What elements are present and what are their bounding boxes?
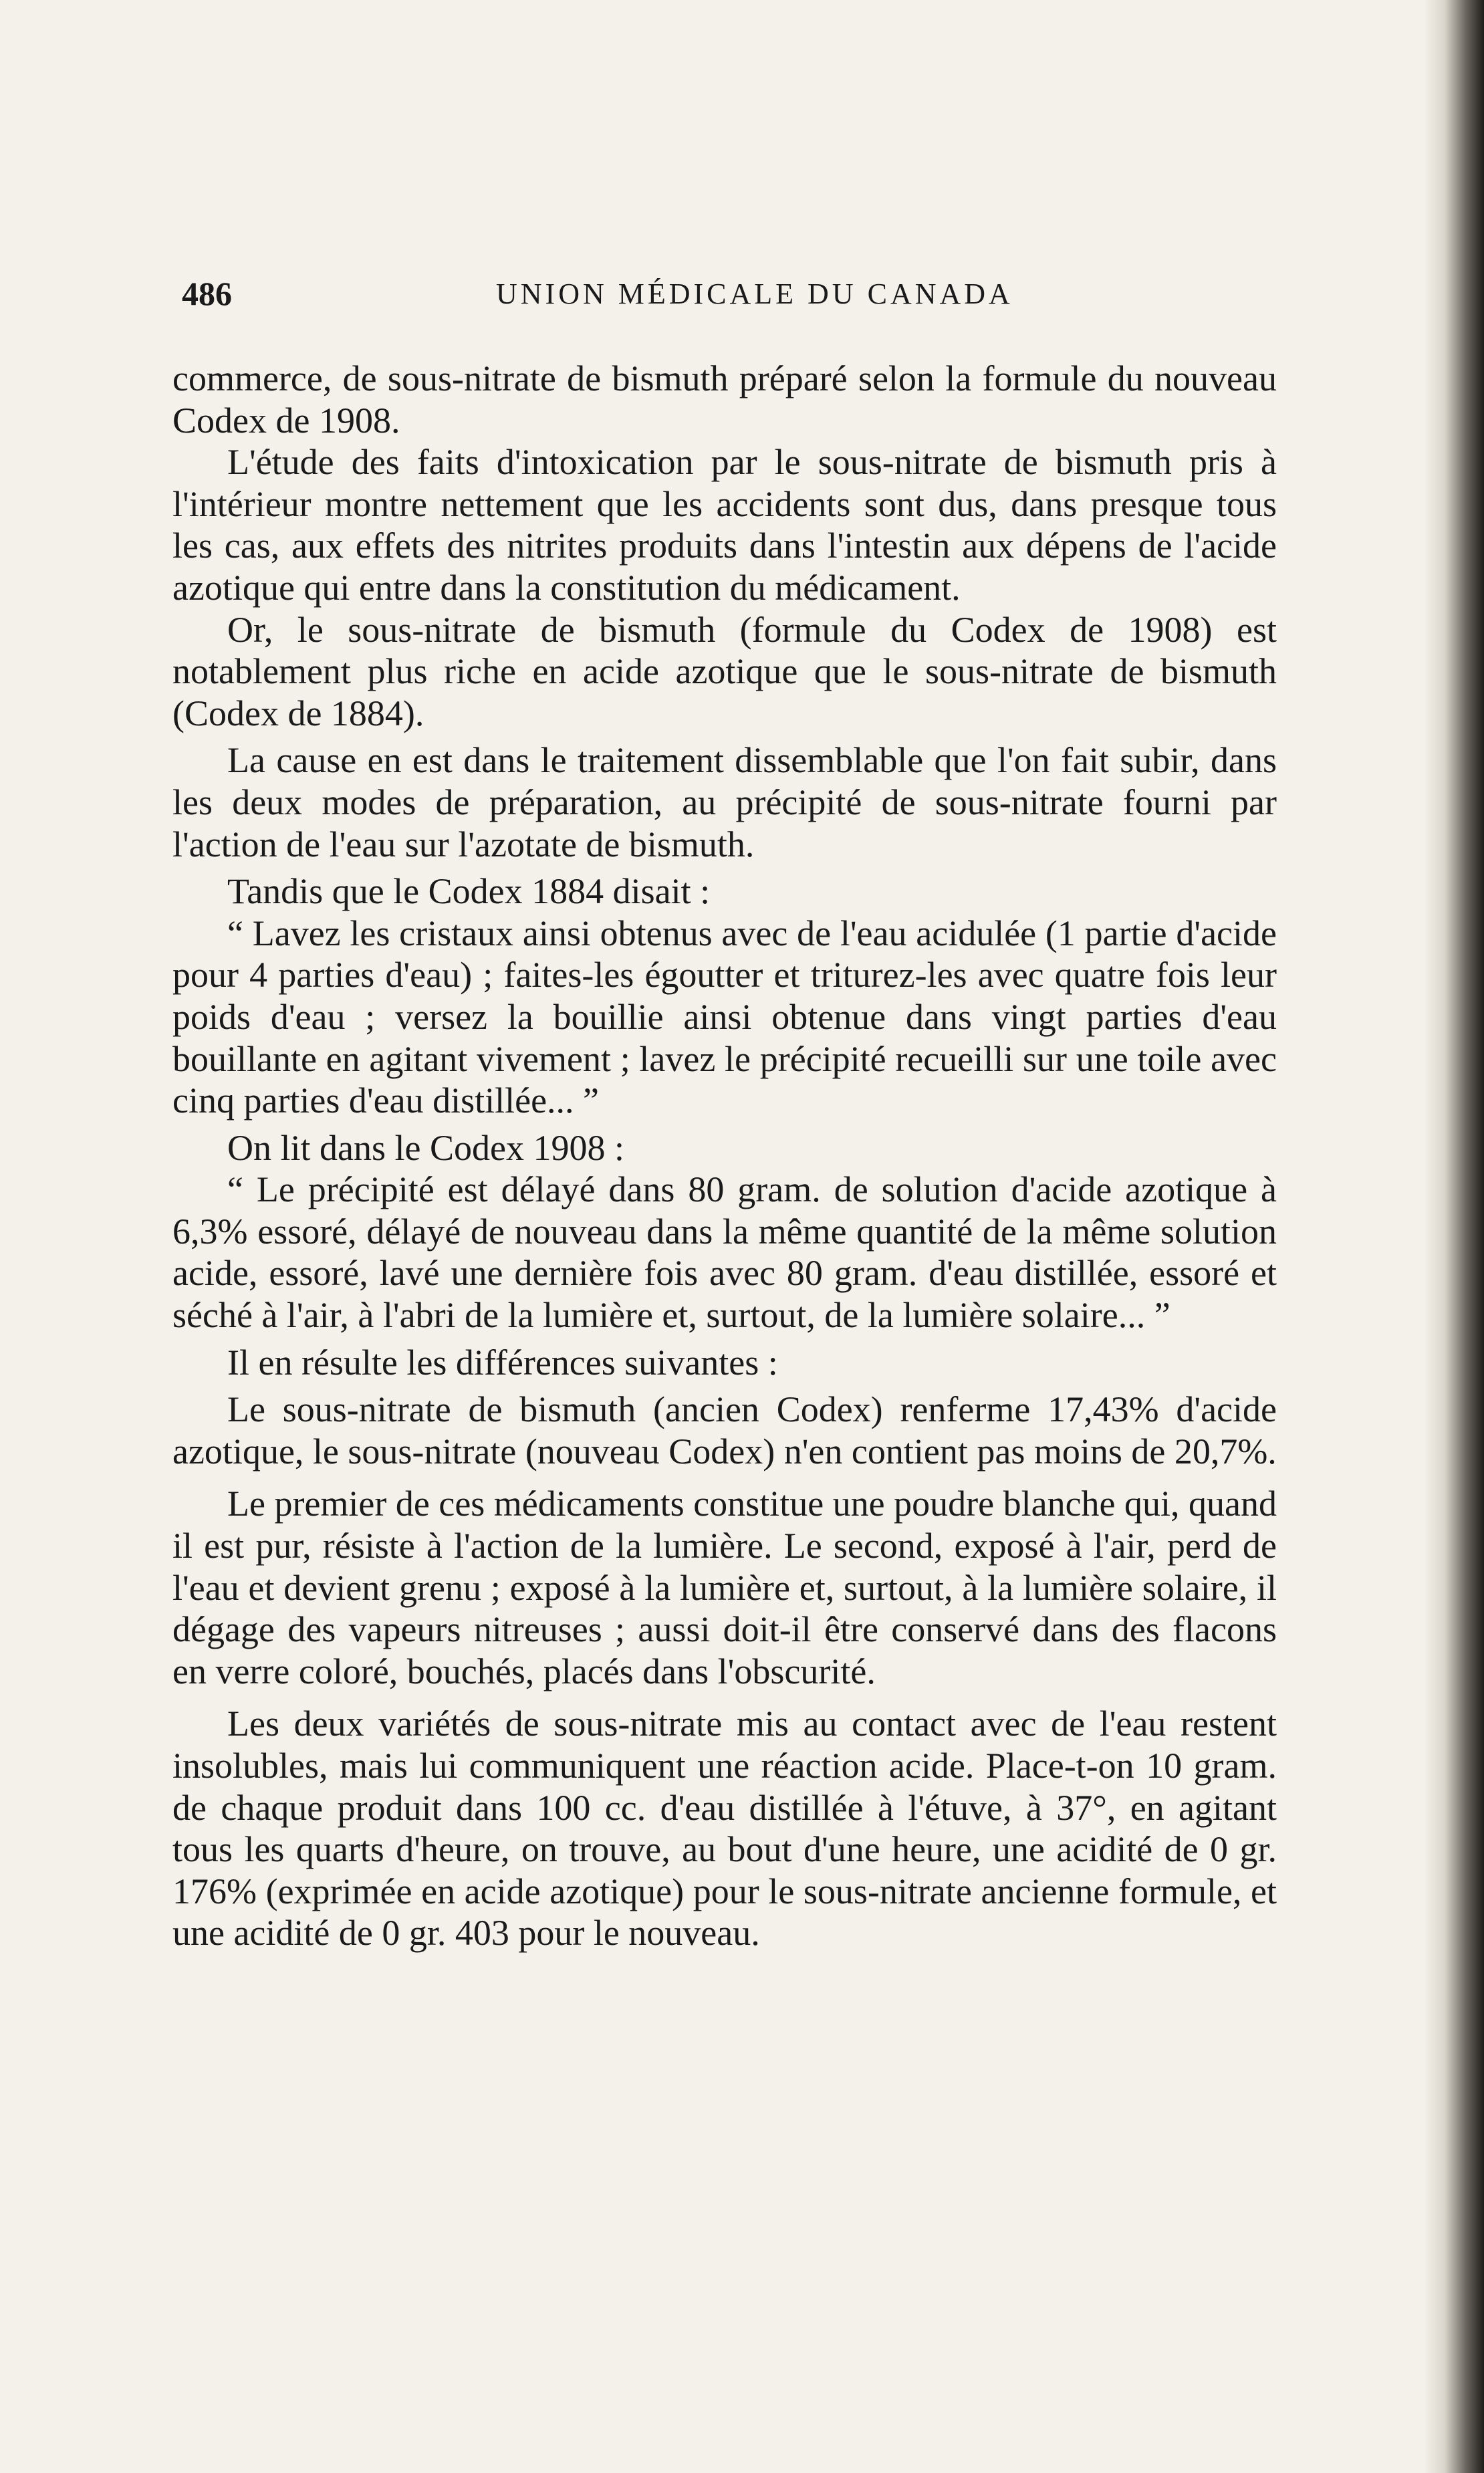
page-header [182,274,1278,328]
paragraph-codex-comparison: Or, le sous-nitrate de bismuth (formule du Codex de 1908) est notablement plus riche en acide azotique que le sous-nitrate de bismuth (Codex de 1884). [172,609,1277,733]
running-title: UNION MÉDICALE DU CANADA [496,277,1013,310]
quote-codex-1908: “ Le précipité est délayé dans 80 gram. de solution d'acide azotique à 6,3% essoré, délayé de nouveau dans la même quantité de la même solution acide, essoré, lavé une dernière fois avec 80 gram. d'eau distillée, essoré et séché à l'air, à l'abri de la lumière et, surtout, de la lumière solaire... ” [172,1169,1277,1336]
paragraph-continuation: commerce, de sous-nitrate de bismuth préparé selon la formule du nouveau Codex de 1908. [172,358,1277,441]
page-number: 486 [182,275,232,312]
paragraph-codex-1908-intro: On lit dans le Codex 1908 : [227,1127,624,1168]
page-edge-shadow [1424,0,1484,2473]
paragraph-azotic-content: Le sous-nitrate de bismuth (ancien Codex) renferme 17,43% d'acide azotique, le sous-nitrate (nouveau Codex) n'en contient pas moins de 20,7%. [172,1389,1277,1471]
paragraph-differences-intro: Il en résulte les différences suivantes : [227,1342,778,1383]
paragraph-codex-1884-intro: Tandis que le Codex 1884 disait : [227,871,711,912]
paragraph-cause: La cause en est dans le traitement dissemblable que l'on fait subir, dans les deux modes de préparation, au précipité de sous-nitrate fourni par l'action de l'eau sur l'azotate de bismuth. [172,740,1277,864]
body-text [172,358,1277,1954]
quote-codex-1884: “ Lavez les cristaux ainsi obtenus avec de l'eau acidulée (1 partie d'acide pour 4 parties d'eau) ; faites-les égoutter et triturez-les avec quatre fois leur poids d'eau ; versez la bouillie ainsi obtenue dans vingt parties d'eau bouillante en agitant vivement ; lavez le précipité recueilli sur une toile avec cinq parties d'eau distillée... ” [172,913,1277,1121]
paragraph-acidity: Les deux variétés de sous-nitrate mis au contact avec de l'eau restent insolubles, mais lui communiquent une réaction acide. Place-t-on 10 gram. de chaque produit dans 100 cc. d'eau distillée à l'étuve, à 37°, en agitant tous les quarts d'heure, on trouve, au bout d'une heure, une acidité de 0 gr. 176% (exprimée en acide azotique) pour le sous-nitrate ancienne formule, et une acidité de 0 gr. 403 pour le nouveau. [172,1703,1277,1954]
paragraph-intoxication: L'étude des faits d'intoxication par le sous-nitrate de bismuth pris à l'intérieur montre nettement que les accidents sont dus, dans presque tous les cas, aux effets des nitrites produits dans l'intestin aux dépens de l'acide azotique qui entre dans la constitution du médicament. [172,442,1277,608]
paragraph-light-action: Le premier de ces médicaments constitue une poudre blanche qui, quand il est pur, résiste à l'action de la lumière. Le second, exposé à l'air, perd de l'eau et devient grenu ; exposé à la lumière et, surtout, à la lumière solaire, il dégage des vapeurs nitreuses ; aussi doit-il être conservé dans des flacons en verre coloré, bouchés, placés dans l'obscurité. [172,1484,1277,1691]
